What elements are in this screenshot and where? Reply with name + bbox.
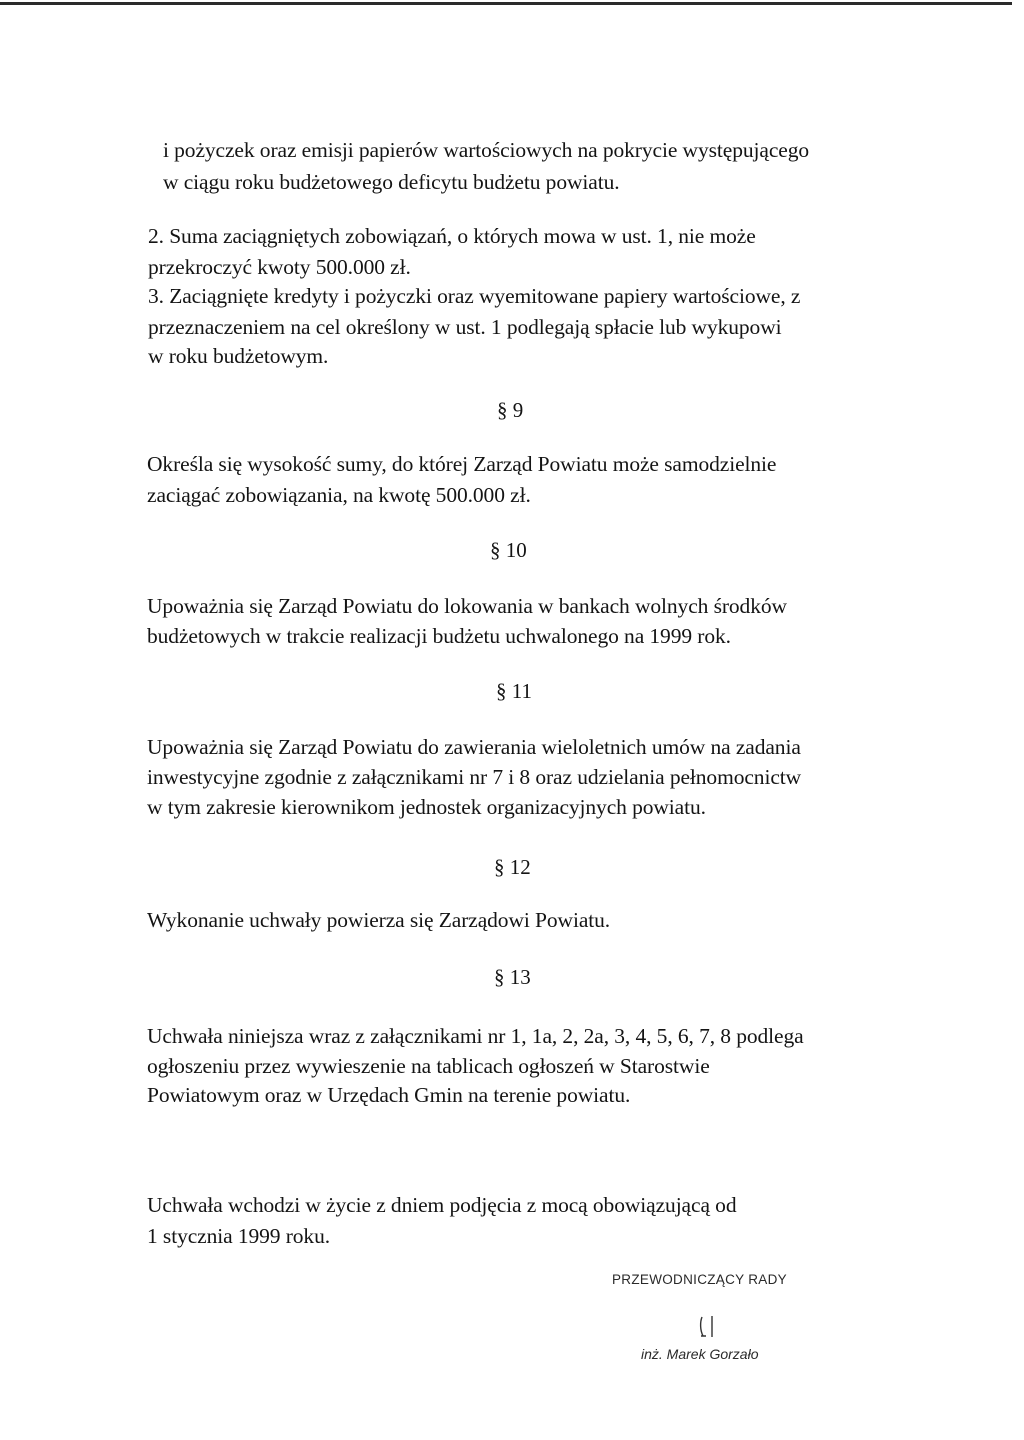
point-3-line-1: 3. Zaciągnięte kredyty i pożyczki oraz wyemitowane papiery wartościowe, z <box>148 284 801 308</box>
intro-line-1: i pożyczek oraz emisji papierów wartościowych na pokrycie występującego <box>163 138 810 162</box>
section-11-line-3: w tym zakresie kierownikom jednostek organizacyjnych powiatu. <box>147 795 706 819</box>
point-3-line-3: w roku budżetowym. <box>148 344 329 368</box>
section-9-line-2: zaciągać zobowiązania, na kwotę 500.000 zł. <box>147 483 531 507</box>
section-11-line-1: Upoważnia się Zarząd Powiatu do zawierania wieloletnich umów na zadania <box>147 735 801 759</box>
closing-line-2: 1 stycznia 1999 roku. <box>147 1224 331 1248</box>
closing-line-1: Uchwała wchodzi w życie z dniem podjęcia z mocą obowiązującą od <box>147 1193 737 1217</box>
section-13-heading: § 13 <box>494 965 531 989</box>
section-13-line-1: Uchwała niniejsza wraz z załącznikami nr 1, 1a, 2, 2a, 3, 4, 5, 6, 7, 8 podlega <box>147 1024 804 1048</box>
section-9-heading: § 9 <box>497 398 524 422</box>
point-2-line-2: przekroczyć kwoty 500.000 zł. <box>148 255 411 279</box>
section-11-line-2: inwestycyjne zgodnie z załącznikami nr 7 i 8 oraz udzielania pełnomocnictw <box>147 765 802 789</box>
point-2-line-1: 2. Suma zaciągniętych zobowiązań, o których mowa w ust. 1, nie może <box>148 224 756 248</box>
section-10-line-1: Upoważnia się Zarząd Powiatu do lokowania w bankach wolnych środków <box>147 594 787 618</box>
section-13-line-3: Powiatowym oraz w Urzędach Gmin na terenie powiatu. <box>147 1083 631 1107</box>
handwritten-signature-mark <box>697 1314 719 1340</box>
section-12-heading: § 12 <box>494 855 531 879</box>
section-10-line-2: budżetowych w trakcie realizacji budżetu uchwalonego na 1999 rok. <box>147 624 731 648</box>
section-12-line-1: Wykonanie uchwały powierza się Zarządowi Powiatu. <box>147 908 611 932</box>
section-9-line-1: Określa się wysokość sumy, do której Zarząd Powiatu może samodzielnie <box>147 452 777 476</box>
signature-name: inż. Marek Gorzało <box>641 1346 759 1362</box>
signature-title: PRZEWODNICZĄCY RADY <box>612 1272 787 1287</box>
point-3-line-2: przeznaczeniem na cel określony w ust. 1 podlegają spłacie lub wykupowi <box>148 315 782 339</box>
section-11-heading: § 11 <box>496 679 532 703</box>
section-10-heading: § 10 <box>490 538 527 562</box>
section-13-line-2: ogłoszeniu przez wywieszenie na tablicach ogłoszeń w Starostwie <box>147 1054 710 1078</box>
intro-line-2: w ciągu roku budżetowego deficytu budżetu powiatu. <box>163 170 620 194</box>
